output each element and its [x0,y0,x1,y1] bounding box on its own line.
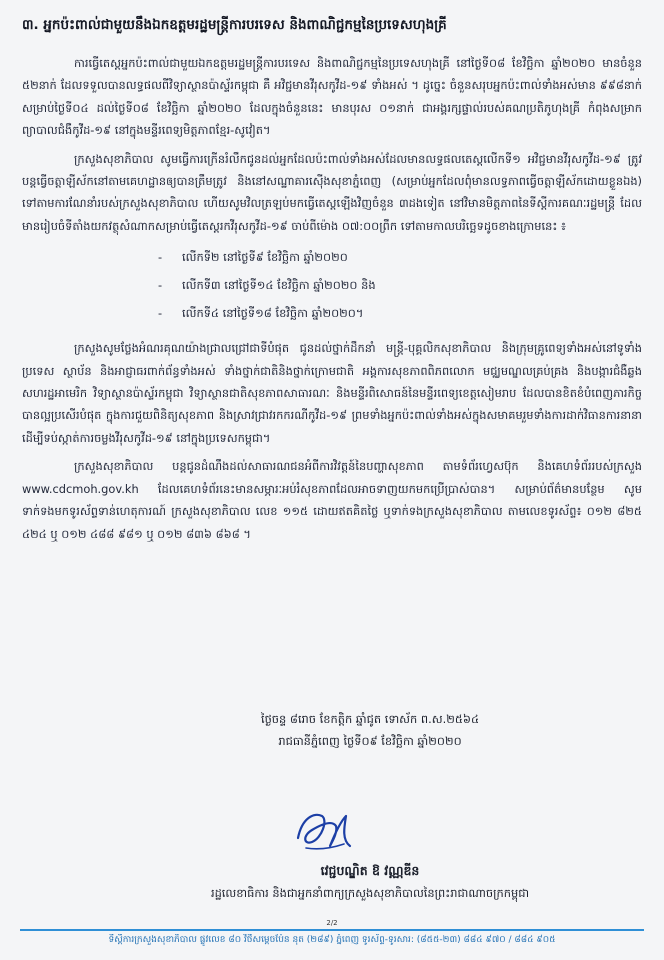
list-item [158,243,642,271]
retest-round-4: លើកទី៤ នៅថ្ងៃទី១៨ ខែវិច្ឆិកា ឆ្នាំ២០២០។ [182,306,364,321]
retest-schedule-list [22,243,642,327]
bullet-dash: - [158,250,163,265]
footer-address: ទីស្តីការក្រសួងសុខាភិបាល ផ្លូវលេខ ៨០ វិថីសម្តេចប៉ែន នុត (២៨៩) ភ្នំពេញ ទូរស័ព្ទ-ទូរសារ: (៨៥៥-២៣) ៨៨៤ ៩៧០ / ៨៨៤ ៩០៥ [108,935,556,945]
paragraph-contact-test-results: ការធ្វើតេស្តអ្នកប៉ះពាល់ជាមួយឯកឧត្តមរដ្ឋមន្ត្រីការបរទេស និងពាណិជ្ជកម្មនៃប្រទេសហុងគ្រី នៅថ្ងៃទី០៨ ខែវិច្ឆិកា ឆ្នាំ២០២០ មានចំនួន ៥២នាក់ ដែលទទួលបានលទ្ធផលពីវិទ្យាស្ថានប៉ាស្ទ័រកម្ពុជា គឺ អវិជ្ជមានវីរុសកូវីដ-១៩ ទាំងអស់ ។ ដូច្នេះ ចំនួនសរុបអ្នកប៉ះពាល់ទាំងអស់មាន ៩៩៨នាក់ សម្រាប់ថ្ងៃទី០៤ ដល់ថ្ងៃទី០៨ ខែវិច្ឆិកា ឆ្នាំ២០២០ ដែលក្នុងចំនួននេះ មានបុរស ០១នាក់ ជាអង្គរក្សផ្ទាល់របស់គណប្រតិភូហុងគ្រី កំពុងសម្រាកព្យាបាលជំងឺកូវីដ-១៩ នៅក្នុងមន្ទីរពេទ្យមិត្តភាពខ្មែរ-សូវៀត។ [22,56,642,138]
paragraph-public-info: ក្រសួងសុខាភិបាល បន្តជូនដំណឹងដល់សាធារណជនអំពីការវិវត្តន៍នៃបញ្ហាសុខភាព តាមទំព័រហ្វេសប៊ុក និងគេហទំព័ររបស់ក្រសួង www.cdcmoh.gov.kh ដែលគេហទំព័រនេះមានសម្ភារៈអប់រំសុខភាពដែលអាចទាញយកមកប្រើប្រាស់បាន។ សម្រាប់ព័ត៌មានបន្ថែម សូមទាក់ទងមកទូរស័ព្ទទាន់ហេតុការណ៍ ក្រសួងសុខាភិបាល លេខ ១១៥ ដោយឥតគិតថ្លៃ ឬទាក់ទងក្រសួងសុខាភិបាល តាមលេខទូរស័ព្ទ៖ ០១២ ៨២៥ ៤២៤ ឬ ០១២ ៤៨៨ ៩៨១ ឬ ០១២ ៨៣៦ ៨៦៨ ។ [22,459,642,541]
document-body [22,52,642,551]
list-item [158,299,642,327]
signer-block [130,860,610,904]
list-item [158,271,642,299]
paragraph-quarantine-instructions: ក្រសួងសុខាភិបាល សូមធ្វើការក្រើនរំលឹកជូនដល់អ្នកដែលប៉ះពាល់ទាំងអស់ដែលមានលទ្ធផលតេស្តលើកទី១ អវិជ្ជមានវីរុសកូវីដ-១៩ ត្រូវបន្តធ្វើចត្តាឡីស័កនៅតាមគេហដ្ឋានឲ្យបានត្រឹមត្រូវ និងនៅសណ្ឋាគារស៊ើងសុខាភ្នំពេញ (សម្រាប់អ្នកដែលពុំមានលទ្ធភាពធ្វើចត្តាឡីស័កដោយខ្លួនឯង) ទៅតាមការណែនាំរបស់ក្រសួងសុខាភិបាល ហើយសូមវិលត្រឡប់មកធ្វើតេស្តឡើងវិញចំនួន ៣ដងទៀត នៅវិមានមិត្តភាពនៃទីស្តីការគណៈរដ្ឋមន្ត្រី ដែលមានរៀបចំទីតាំងយកវត្ថុសំណាកសម្រាប់ធ្វើតេស្តរកវីរុសកូវីដ-១៩ ចាប់ពីម៉ោង ០៧:០០ព្រឹក ទៅតាមកាលបរិច្ឆេទដូចខាងក្រោមនេះ ៖ [22,151,642,233]
lunar-date: ថ្ងៃចន្ទ ៨រោច ខែកត្តិក ឆ្នាំជូត ទោស័ក ព.ស.២៥៦៤ [260,712,480,726]
paragraph-thanks: ក្រសួងសូមថ្លែងអំណរគុណយ៉ាងជ្រាលជ្រៅជាទីបំផុត ជូនដល់ថ្នាក់ដឹកនាំ មន្ត្រី-បុគ្គលិកសុខាភិបាល និងក្រុមគ្រូពេទ្យទាំងអស់នៅទូទាំងប្រទេស ស្ថាប័ន និងអាជ្ញាធរពាក់ព័ន្ធទាំងអស់ ទាំងថ្នាក់ជាតិនិងថ្នាក់ក្រោមជាតិ អង្គការសុខភាពពិភពលោក មជ្ឈមណ្ឌលគ្រប់គ្រង និងបង្ការជំងឺឆ្លងសហរដ្ឋអាមេរិក វិទ្យាស្ថានប៉ាស្ទ័រកម្ពុជា វិទ្យាស្ថានជាតិសុខភាពសាធារណៈ និងមន្ទីរពិសោធន៍នៃមន្ទីរពេទ្យខេត្តសៀមរាប ដែលបានខិតខំបំពេញភារកិច្ចបានល្អប្រសើរបំផុត ក្នុងការជួយពិនិត្យសុខភាព និងស្រាវជ្រាវរកករណីកូវីដ-១៩ ព្រមទាំងអ្នកប៉ះពាល់ទាំងអស់ក្នុងសមាគមរួមទាំងការដាក់វិធានការនានា ដើម្បីទប់ស្កាត់ការចម្លងវីរុសកូវីដ-១៩ នៅក្នុងប្រទេសកម្ពុជា។ [22,341,642,445]
footer-divider [20,929,644,931]
retest-round-3: លើកទី៣ នៅថ្ងៃទី១៤ ខែវិច្ឆិកា ឆ្នាំ២០២០ និង [182,278,376,293]
signature-icon [292,808,356,856]
page-number: 2/2 [326,919,338,927]
retest-round-2: លើកទី២ នៅថ្ងៃទី៩ ខែវិច្ឆិកា ឆ្នាំ២០២០ [182,250,348,265]
signer-name: វេជ្ជបណ្ឌិត ឱ វណ្ណឌីន [320,863,420,878]
solar-date: រាជធានីភ្នំពេញ ថ្ងៃទី០៩ ខែវិច្ឆិកា ឆ្នាំ២០២០ [278,734,462,748]
section-heading: ៣. អ្នកប៉ះពាល់ជាមួយនឹងឯកឧត្តមរដ្ឋមន្ត្រីការបរទេស និងពាណិជ្ជកម្មនៃប្រទេសហុងគ្រី [22,17,447,33]
document-dates [130,708,610,752]
bullet-dash: - [158,278,163,293]
signer-title: រដ្ឋលេខាធិការ និងជាអ្នកនាំពាក្យក្រសួងសុខាភិបាលនៃព្រះរាជាណាចក្រកម្ពុជា [210,886,530,900]
bullet-dash: - [158,306,163,321]
